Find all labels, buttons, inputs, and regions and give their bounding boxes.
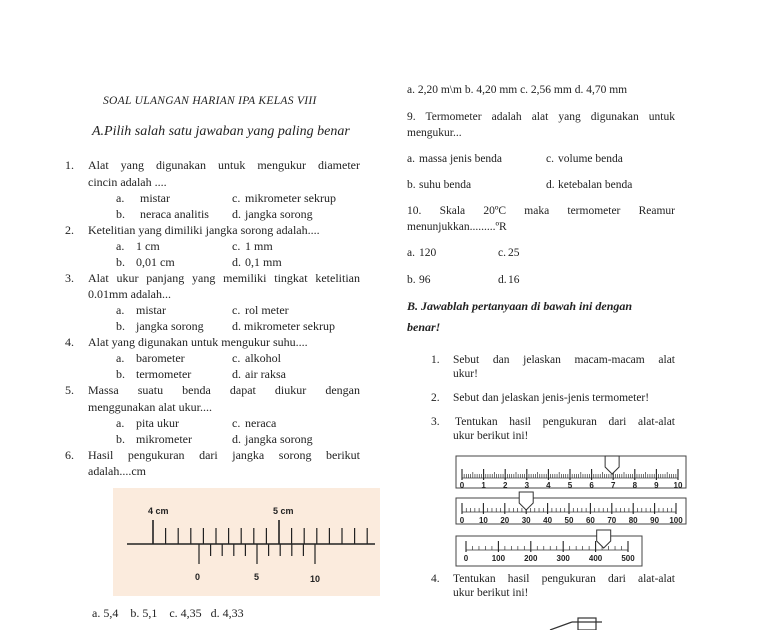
option-text: jangka sorong	[136, 319, 204, 333]
option-text: termometer	[136, 367, 192, 381]
question-number: 1.	[65, 158, 74, 172]
option-label: d.	[232, 432, 241, 446]
option-label: c.	[232, 303, 241, 317]
option-label: a.	[116, 191, 125, 205]
question-text: Ketelitian yang dimiliki jangka sorong adalah....	[88, 223, 320, 237]
instruction-heading: A.Pilih salah satu jawaban yang paling benar	[92, 124, 350, 139]
option-text: 120	[419, 247, 437, 259]
measuring-scales-figure	[452, 450, 698, 570]
question-text: mengukur...	[407, 127, 462, 139]
question-number: 3.	[65, 271, 74, 285]
option-label: a.	[116, 416, 125, 430]
option-label: b.	[407, 179, 416, 191]
scale-label: 5	[567, 481, 573, 490]
scale-body	[456, 536, 642, 566]
question-8-answers: a. 2,20 m\m b. 4,20 mm c. 2,56 mm d. 4,70 mm	[407, 84, 628, 96]
option-text: 0,1 mm	[245, 255, 282, 269]
next-figure-partial	[520, 614, 610, 630]
option-label: c.	[498, 247, 506, 259]
scale-label: 1	[481, 481, 486, 490]
option-text: 16	[508, 274, 520, 286]
option-label: b.	[116, 367, 125, 381]
option-label: d.	[232, 367, 241, 381]
question-text: Alat yang digunakan untuk mengukur diameter	[88, 158, 360, 172]
question-text: menunjukkan.........ºR	[407, 221, 507, 233]
option-label: b.	[116, 319, 125, 333]
question-text: cincin adalah ....	[88, 175, 167, 189]
question-6-answers: a. 5,4 b. 5,1 c. 4,35 d. 4,33	[92, 606, 244, 620]
option-label: c.	[232, 351, 241, 365]
question-text: Hasil pengukuran dari jangka sorong berikut	[88, 448, 360, 462]
scale-label: 70	[607, 516, 617, 525]
essay-text: Tentukan hasil pengukuran dari alat-alat	[455, 416, 675, 428]
question-number: 4.	[65, 335, 74, 349]
option-label: d.	[232, 255, 241, 269]
option-text: pita ukur	[136, 416, 179, 430]
option-label: c.	[232, 191, 241, 205]
scale-label: 8	[632, 481, 638, 490]
scale-label: 10	[478, 516, 488, 525]
option-text: mikrometer	[136, 432, 192, 446]
option-text: 1 mm	[245, 239, 273, 253]
option-text: neraca	[245, 416, 277, 430]
option-label: c.	[232, 416, 241, 430]
option-label: c.	[546, 153, 554, 165]
section-b-heading: B. Jawablah pertanyaan di bawah ini dengan	[407, 299, 633, 313]
option-text: mistar	[136, 303, 166, 317]
option-text: mistar	[140, 191, 170, 205]
question-text: 0.01mm adalah...	[88, 287, 171, 301]
scale-label: 0	[463, 554, 469, 563]
figure-edge	[550, 622, 572, 630]
vernier-label: 0	[195, 572, 201, 582]
option-text: ketebalan benda	[558, 179, 633, 191]
option-text: alkohol	[245, 351, 281, 365]
option-text: mikrometer sekrup	[245, 191, 336, 205]
scale-label: 400	[588, 554, 603, 563]
essay-number: 3.	[431, 416, 440, 428]
scale-label: 0	[459, 516, 465, 525]
question-number: 6.	[65, 448, 74, 462]
main-scale-label: 4 cm	[148, 506, 169, 516]
scale-label: 2	[502, 481, 508, 490]
option-label: d.	[232, 319, 241, 333]
option-text: jangka sorong	[245, 207, 313, 221]
essay-number: 2.	[431, 392, 440, 404]
option-label: a.	[407, 247, 415, 259]
question-text: 10. Skala 20ºC maka termometer Reamur	[407, 205, 675, 217]
option-text: neraca analitis	[140, 207, 209, 221]
scale-label: 20	[500, 516, 510, 525]
option-label: d.	[232, 207, 241, 221]
option-text: rol meter	[245, 303, 289, 317]
scale-label: 3	[524, 481, 530, 490]
scale-label: 60	[585, 516, 595, 525]
option-text: 0,01 cm	[136, 255, 175, 269]
scale-label: 6	[589, 481, 594, 490]
option-text: massa jenis benda	[419, 153, 503, 165]
option-label: a.	[116, 303, 125, 317]
option-text: barometer	[136, 351, 185, 365]
vernier-caliper-figure	[113, 488, 380, 596]
scale-label: 40	[543, 516, 553, 525]
option-label: d.	[546, 179, 555, 191]
question-text: Massa suatu benda dapat diukur dengan	[88, 383, 360, 397]
question-text: 9. Termometer adalah alat yang digunakan untuk	[407, 111, 675, 123]
essay-text: Tentukan hasil pengukuran dari alat-alat	[453, 573, 675, 585]
option-label: b.	[116, 432, 125, 446]
essay-text: ukur berikut ini!	[453, 587, 529, 599]
question-text: menggunakan alat ukur....	[88, 400, 212, 414]
option-text: 1 cm	[136, 239, 160, 253]
option-text: volume benda	[558, 153, 623, 165]
essay-number: 4.	[431, 573, 440, 585]
scale-label: 9	[654, 481, 659, 490]
question-number: 5.	[65, 383, 74, 397]
scale-label: 0	[459, 481, 465, 490]
option-label: a.	[116, 239, 125, 253]
scales-group	[456, 456, 686, 566]
scale-label: 100	[491, 554, 506, 563]
essay-text: Sebut dan jelaskan jenis-jenis termometer!	[453, 392, 650, 404]
scale-label: 90	[650, 516, 660, 525]
essay-number: 1.	[431, 354, 440, 366]
scale-label: 10	[673, 481, 683, 490]
main-scale-label: 5 cm	[273, 506, 294, 516]
option-text: 96	[419, 274, 431, 286]
scale-label: 50	[564, 516, 574, 525]
essay-text: ukur!	[453, 368, 478, 380]
scale-label: 30	[521, 516, 531, 525]
question-text: Alat ukur panjang yang memiliki tingkat ketelitian	[88, 271, 360, 285]
option-label: b.	[116, 207, 125, 221]
option-text: 25	[508, 247, 520, 259]
essay-text: ukur berikut ini!	[453, 430, 529, 442]
option-label: a.	[407, 153, 415, 165]
scale-label: 100	[669, 516, 683, 525]
option-text: jangka sorong	[245, 432, 313, 446]
option-text: air raksa	[245, 367, 286, 381]
option-label: d.	[498, 274, 507, 286]
scale-label: 4	[546, 481, 551, 490]
vernier-label: 5	[254, 572, 260, 582]
essay-text: Sebut dan jelaskan macam-macam alat	[453, 354, 675, 366]
option-text: suhu benda	[419, 179, 472, 191]
section-b-heading: benar!	[407, 320, 441, 334]
scale-label: 7	[610, 481, 616, 490]
vernier-label: 10	[310, 574, 321, 584]
option-label: b.	[407, 274, 416, 286]
scale-label: 500	[621, 554, 635, 563]
scale-label: 200	[524, 554, 538, 563]
option-label: a.	[116, 351, 125, 365]
question-text: adalah....cm	[88, 464, 146, 478]
option-label: c.	[232, 239, 241, 253]
option-text: mikrometer sekrup	[244, 319, 335, 333]
scale-label: 300	[556, 554, 570, 563]
question-text: Alat yang digunakan untuk mengukur suhu....	[88, 335, 308, 349]
scale-label: 80	[628, 516, 638, 525]
page-title: SOAL ULANGAN HARIAN IPA KELAS VIII	[103, 95, 317, 107]
figure-edge	[578, 618, 596, 630]
option-label: b.	[116, 255, 125, 269]
question-number: 2.	[65, 223, 74, 237]
